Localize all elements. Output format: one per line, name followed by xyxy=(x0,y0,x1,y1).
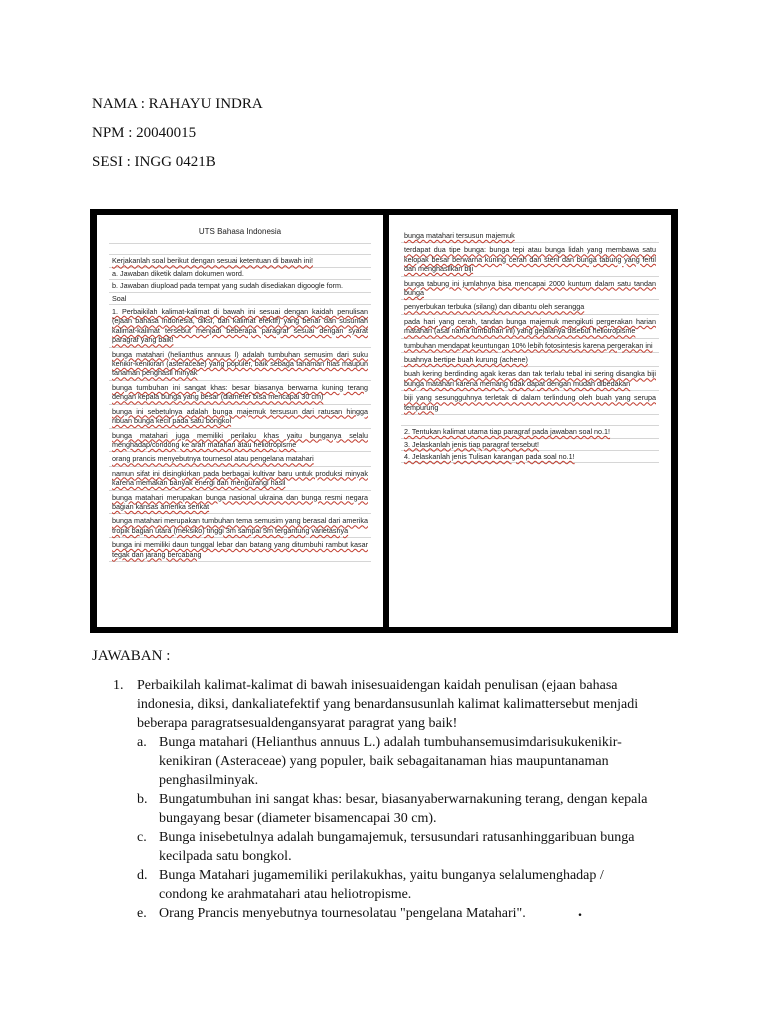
exam-sentence: namun sifat ini disingkirkan pada berbagai kultivar baru untuk produksi minyak karena memakan banyak energi dan mengurangi hasil xyxy=(112,468,368,488)
exam-sentence: bunga tabung ini jumlahnya bisa mencapai 2000 kuntum dalam satu tandan bunga xyxy=(404,278,656,298)
exam-sentence: pada hari yang cerah, tandan bunga majemuk mengikuti pergerakan harian matahari (asal nama tumbuhan ini) yang gejalanya disebut heliotropisme xyxy=(404,316,656,336)
exam-sentence: biji yang sesungguhnya terletak di dalam terlindung oleh buah yang serupa tempurung xyxy=(404,393,656,412)
answer-item-text: Orang Prancis menyebutnya tournesolatau "pengelana Matahari". xyxy=(159,906,526,921)
student-npm: NPM : 20040015 xyxy=(92,125,197,141)
exam-instruction: Kerjakanlah soal berikut dengan sesuai ketentuan di bawah ini! xyxy=(112,256,313,266)
exam-rule: a. Jawaban diketik dalam dokumen word. xyxy=(109,268,371,280)
exam-sentence: bunga matahari (helianthus annuus l) adalah tumbuhan semusim dari suku kenikir-kenikiran (asteraceae) yang populer, baik sebaga tanaman hias maupun tanaman penghasil minyak xyxy=(112,349,368,378)
answer-item-text: Bunga Matahari jugamemiliki perilakukhas, yaitu bunganya selalumenghadap / condong ke arahmatahari atau heliotropisme. xyxy=(159,868,604,902)
exam-sentence: penyerbukan terbuka (silang) dan dibantu oleh serangga xyxy=(404,302,585,312)
student-name: NAMA : RAHAYU INDRA xyxy=(92,96,263,112)
answer-item-label: e. xyxy=(137,906,147,921)
exam-sentence: bunga matahari juga memiliki perilaku khas yaitu bunganya selalu menghadap/condong ke arah matahari atau heliotropisme xyxy=(112,430,368,449)
divider xyxy=(401,415,659,426)
exam-sentence: bunga ini memiliki daun tunggal lebar dan batang yang ditumbuhi rambut kasar tegak dan jarang bercabang xyxy=(112,540,368,559)
exam-screenshot xyxy=(90,209,678,633)
answers-heading: JAWABAN : xyxy=(92,648,171,664)
answer-item-text: Bungatumbuhan ini sangat khas: besar, biasanyaberwarnakuning terang, dengan kepala bungayang besar (diameter bisamencapai 30 cm). xyxy=(159,792,648,826)
exam-page-left xyxy=(97,215,383,627)
exam-sentence: bunga ini sebetulnya adalah bunga majemuk tersusun dari ratusan hingga ribuan bunga kecil pada satu bongkol xyxy=(112,406,368,426)
exam-sentence: orang prancis menyebutnya tournesol atau pengelana matahari xyxy=(112,454,314,464)
exam-sentence: bunga matahari merupakan bunga nasional ukraina dan bunga resmi negara bagian kansas amerika serikat xyxy=(112,492,368,511)
exam-question: 3. Jelaskanlah jenis tiap paragraf tersebut! xyxy=(404,439,540,449)
exam-sentence: bunga matahari tersusun majemuk xyxy=(404,231,515,240)
exam-sentence: bunga tumbuhan ini sangat khas: besar biasanya berwarna kuning terang dengan kepala bunga yang besar (diameter bisa mencapai 30 cm) xyxy=(112,382,368,402)
answer-item xyxy=(137,733,653,790)
question-text: Perbaikilah kalimat-kalimat di bawah inisesuaidengan kaidah penulisan (ejaan bahasa indonesia, diksi, dankaliatefektif yang benardansusunlah kalimat kalimattersebut menjadi beberapa paragratsesualdengansyarat paragrat yang baik! xyxy=(137,678,639,731)
soal-label: Soal xyxy=(109,293,371,305)
answer-item-label: a. xyxy=(137,735,147,750)
exam-question: 4. Jelaskanlah jenis Tulisan karangan pada soal no.1! xyxy=(404,451,575,461)
question-number: 1. xyxy=(113,678,124,693)
trailing-mark: . xyxy=(578,903,582,920)
student-session: SESI : INGG 0421B xyxy=(92,154,216,170)
exam-sentence: buah kering berdinding agak keras dan tak terlalu tebal ini sering disangka biji bunga matahari karena memang tidak dapat dengan mudah dibedakan xyxy=(404,369,656,388)
exam-title: UTS Bahasa Indonesia xyxy=(109,215,371,244)
exam-sentence: buahnya bertipe buah kurung (achene) xyxy=(404,355,528,365)
divider xyxy=(109,244,371,255)
answer-list xyxy=(137,733,653,923)
answer-item xyxy=(137,828,653,866)
answer-item-text: Bunga inisebetulnya adalah bungamajemuk, tersusundari ratusanhinggaribuan bunga kecilpada satu bongkol. xyxy=(159,830,635,864)
answer-item xyxy=(137,790,653,828)
answer-item-text: Bunga matahari (Helianthus annuus L.) adalah tumbuhansemusimdarisukukenikir-kenikiran (Asteraceae) yang populer, baik sebagaitanaman hias maupuntanaman penghasilminyak. xyxy=(159,735,622,788)
exam-question: 2. Tentukan kalimat utama tiap paragraf pada jawaban soal no.1! xyxy=(404,427,611,437)
exam-page-right xyxy=(389,215,671,627)
answer-item-label: b. xyxy=(137,792,148,807)
answer-item xyxy=(137,904,653,923)
exam-sentence: bunga matahari merupakan tumbuhan tema semusim yang berasal dari amerika tropik bagian utara (meksiko) tinggi 3m sampai 5m tergantung varietasnya xyxy=(112,516,368,535)
answer-item xyxy=(137,866,653,904)
answer-item-label: c. xyxy=(137,830,147,845)
exam-sentence: terdapat dua tipe bunga: bunga tepi atau bunga lidah yang membawa satu kelopak besar berwarna kuning cerah dan steril dan bunga tabung yang fertil dan menghasilkan biji xyxy=(404,245,656,274)
answer-question-1 xyxy=(113,676,653,923)
exam-sentence: tumbuhan mendapat keuntungan 10% lebih fotosintesis karena pergerakan ini xyxy=(404,340,653,350)
exam-rule: b. Jawaban diupload pada tempat yang sudah disediakan digoogle form. xyxy=(109,280,371,292)
answer-item-label: d. xyxy=(137,868,148,883)
exam-question: 1. Perbaikilah kalimat-kalimat di bawah ini sesuai dengan kaidah penulisan (ejaan bahasa indonesia, diksi, dan kalimat efektif) yang benar dan susunlah kalimat-kalimat tersebut menjadi beberapa paragraf sesuai dengan syarat paragraf yang baik! xyxy=(112,307,368,345)
